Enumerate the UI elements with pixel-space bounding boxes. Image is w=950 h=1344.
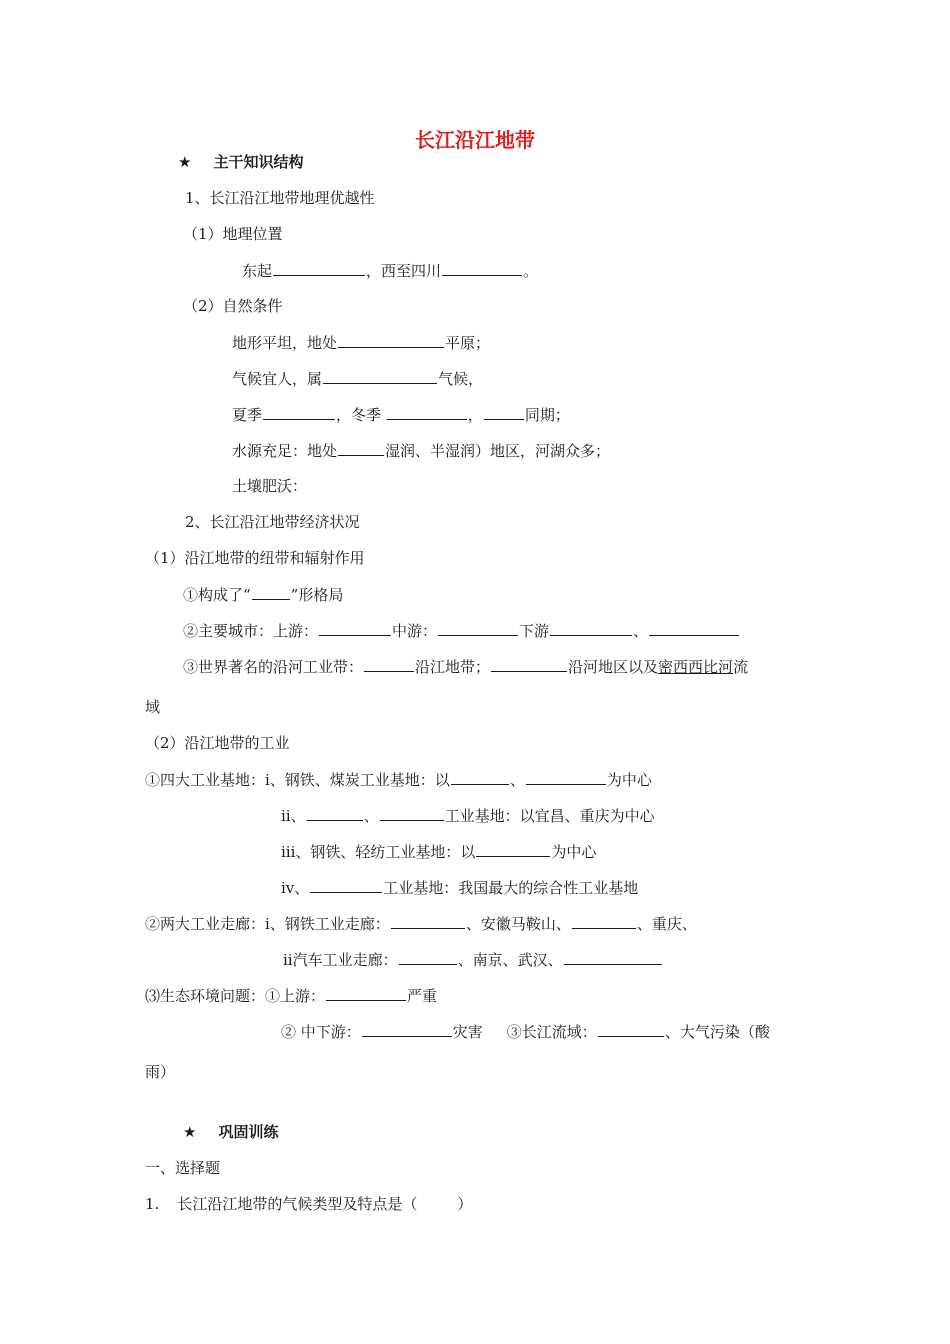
blank[interactable] — [338, 440, 384, 456]
blank[interactable] — [319, 620, 391, 636]
star-icon: ★ — [183, 1123, 197, 1141]
page-title: 长江沿江地带 — [415, 128, 535, 152]
heading-2-1: （1）沿江地带的纽带和辐射作用 — [145, 549, 365, 567]
line-corridor-1: ②两大工业走廊：ⅰ、钢铁工业走廊： 、安徽马鞍山、 、重庆、 — [145, 915, 697, 933]
blank[interactable] — [362, 1021, 452, 1037]
line-base-4: ⅳ、 工业基地：我国最大的综合性工业基地 — [281, 879, 639, 897]
blank[interactable] — [649, 620, 739, 636]
line-industrial-belt-cont: 域 — [145, 698, 161, 716]
blank[interactable] — [484, 404, 524, 420]
line-pattern: ①构成了“ ”形格局 — [183, 586, 344, 604]
blank[interactable] — [252, 584, 290, 600]
heading-2: 2、长江沿江地带经济状况 — [185, 513, 360, 531]
blank[interactable] — [323, 368, 437, 384]
line-base-1: ①四大工业基地：ⅰ、钢铁、煤炭工业基地：以 、 为中心 — [145, 771, 652, 789]
section-practice — [183, 1122, 278, 1142]
blank[interactable] — [273, 260, 365, 276]
section-heading: 主干知识结构 — [213, 153, 304, 171]
question-1: 1. 长江沿江地带的气候类型及特点是（ ） — [145, 1195, 473, 1213]
blank[interactable] — [572, 913, 636, 929]
line-water: 水源充足：地处 湿润、半湿润）地区，河湖众多； — [232, 442, 611, 460]
line-corridor-2: ⅱ汽车工业走廊： 、南京、武汉、 — [283, 949, 663, 970]
line-industrial-belt: ③世界著名的沿河工业带： 沿江地带； 沿河地区以及密西西比河流 — [183, 658, 749, 676]
line-eco-2: ② 中下游： 灾害 ③长江流域： 、大气污染（酸 — [281, 1023, 770, 1041]
blank[interactable] — [564, 949, 662, 965]
blank[interactable] — [550, 620, 632, 636]
line-base-2: ⅱ、 、 工业基地：以宜昌、重庆为中心 — [281, 807, 655, 825]
line-location: 东起 ，西至四川 。 — [242, 262, 539, 280]
blank[interactable] — [442, 260, 522, 276]
heading-2-2: （2）沿江地带的工业 — [145, 734, 290, 752]
blank[interactable] — [438, 620, 518, 636]
heading-1-2: （2）自然条件 — [183, 297, 283, 315]
line-season: 夏季 ，冬季 ， 同期； — [232, 406, 570, 424]
question-text: 长江沿江地带的气候类型及特点是（ — [177, 1195, 418, 1213]
line-climate: 气候宜人，属 气候， — [232, 370, 484, 388]
blank[interactable] — [387, 404, 467, 420]
blank[interactable] — [263, 404, 335, 420]
line-cities: ②主要城市：上游： 中游： 下游 、 — [183, 620, 740, 641]
line-eco-cont: 雨） — [145, 1063, 176, 1081]
blank[interactable] — [526, 769, 606, 785]
line-base-3: ⅲ、钢铁、轻纺工业基地：以 为中心 — [281, 843, 597, 861]
blank[interactable] — [399, 949, 457, 965]
line-terrain: 地形平坦，地处 平原； — [232, 334, 491, 352]
blank[interactable] — [476, 841, 550, 857]
star-icon: ★ — [178, 153, 192, 171]
blank[interactable] — [364, 656, 414, 672]
blank[interactable] — [391, 913, 465, 929]
blank[interactable] — [380, 805, 444, 821]
section-heading: 巩固训练 — [218, 1123, 279, 1141]
blank[interactable] — [491, 656, 567, 672]
blank[interactable] — [598, 1021, 664, 1037]
heading-1-1: （1）地理位置 — [183, 225, 283, 243]
question-number: 1. — [145, 1195, 160, 1213]
blank[interactable] — [307, 805, 363, 821]
line-soil: 土壤肥沃： — [232, 477, 308, 495]
blank[interactable] — [338, 332, 444, 348]
blank[interactable] — [451, 769, 509, 785]
heading-1: 1、长江沿江地带地理优越性 — [185, 189, 375, 207]
line-eco-1: ⑶生态环境问题：①上游： 严重 — [145, 987, 438, 1005]
question-section-heading: 一、选择题 — [145, 1159, 221, 1177]
blank[interactable] — [310, 877, 382, 893]
blank[interactable] — [326, 985, 406, 1001]
section-main-knowledge — [178, 152, 303, 172]
